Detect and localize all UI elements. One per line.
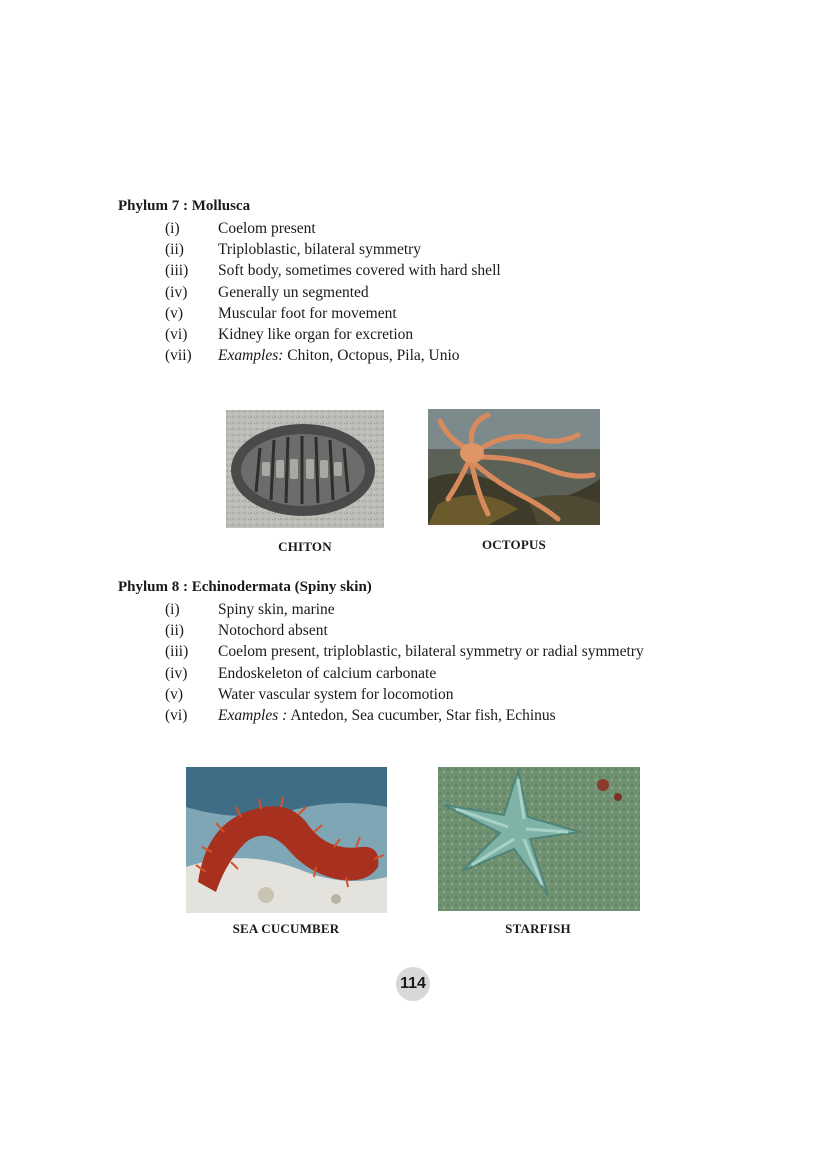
page-number-badge: 114: [396, 967, 430, 1001]
item-number: (iv): [165, 283, 188, 301]
item-number: (ii): [165, 241, 184, 259]
item-number: (v): [165, 685, 184, 703]
item-text: Soft body, sometimes covered with hard shell: [218, 262, 501, 280]
item-number: (vi): [165, 706, 188, 724]
mollusca-heading: Phylum 7 : Mollusca: [118, 198, 251, 214]
item-number: (ii): [165, 622, 184, 640]
chiton-caption: CHITON: [278, 539, 332, 554]
octopus-caption: OCTOPUS: [481, 537, 546, 552]
examples-values: Antedon, Sea cucumber, Star fish, Echinus: [287, 706, 556, 724]
item-text: Endoskeleton of calcium carbonate: [218, 664, 437, 682]
sea-cucumber-image: [186, 767, 387, 913]
item-text: Spiny skin, marine: [218, 601, 335, 618]
item-number: (i): [165, 601, 180, 618]
item-text: Triploblastic, bilateral symmetry: [218, 241, 422, 259]
starfish-image: [438, 767, 640, 911]
item-text: Water vascular system for locomotion: [218, 685, 454, 703]
examples-text: [218, 705, 556, 726]
starfish-caption: STARFISH: [505, 921, 571, 936]
item-number: (iv): [165, 664, 188, 682]
examples-text: [218, 345, 460, 366]
item-text: Notochord absent: [218, 622, 328, 640]
echinodermata-heading: Phylum 8 : Echinodermata (Spiny skin): [118, 579, 372, 595]
examples-values: Chiton, Octopus, Pila, Unio: [283, 347, 460, 365]
item-number: (iii): [165, 643, 189, 661]
item-number: (vi): [165, 325, 188, 343]
item-number: (vii): [165, 347, 192, 365]
octopus-image: [428, 409, 600, 525]
sea-cucumber-caption: SEA CUCUMBER: [232, 921, 340, 936]
examples-label: Examples :: [218, 706, 288, 724]
item-text: Coelom present: [218, 220, 316, 237]
item-text: Kidney like organ for excretion: [218, 325, 414, 343]
item-number: (i): [165, 220, 180, 237]
examples-label: Examples:: [218, 347, 284, 365]
item-number: (iii): [165, 262, 189, 280]
item-text: Muscular foot for movement: [218, 304, 397, 322]
item-text: Generally un segmented: [218, 283, 369, 301]
item-text: Coelom present, triploblastic, bilateral symmetry or radial symmetry: [218, 643, 644, 661]
item-number: (v): [165, 304, 184, 322]
chiton-image: [226, 410, 384, 528]
